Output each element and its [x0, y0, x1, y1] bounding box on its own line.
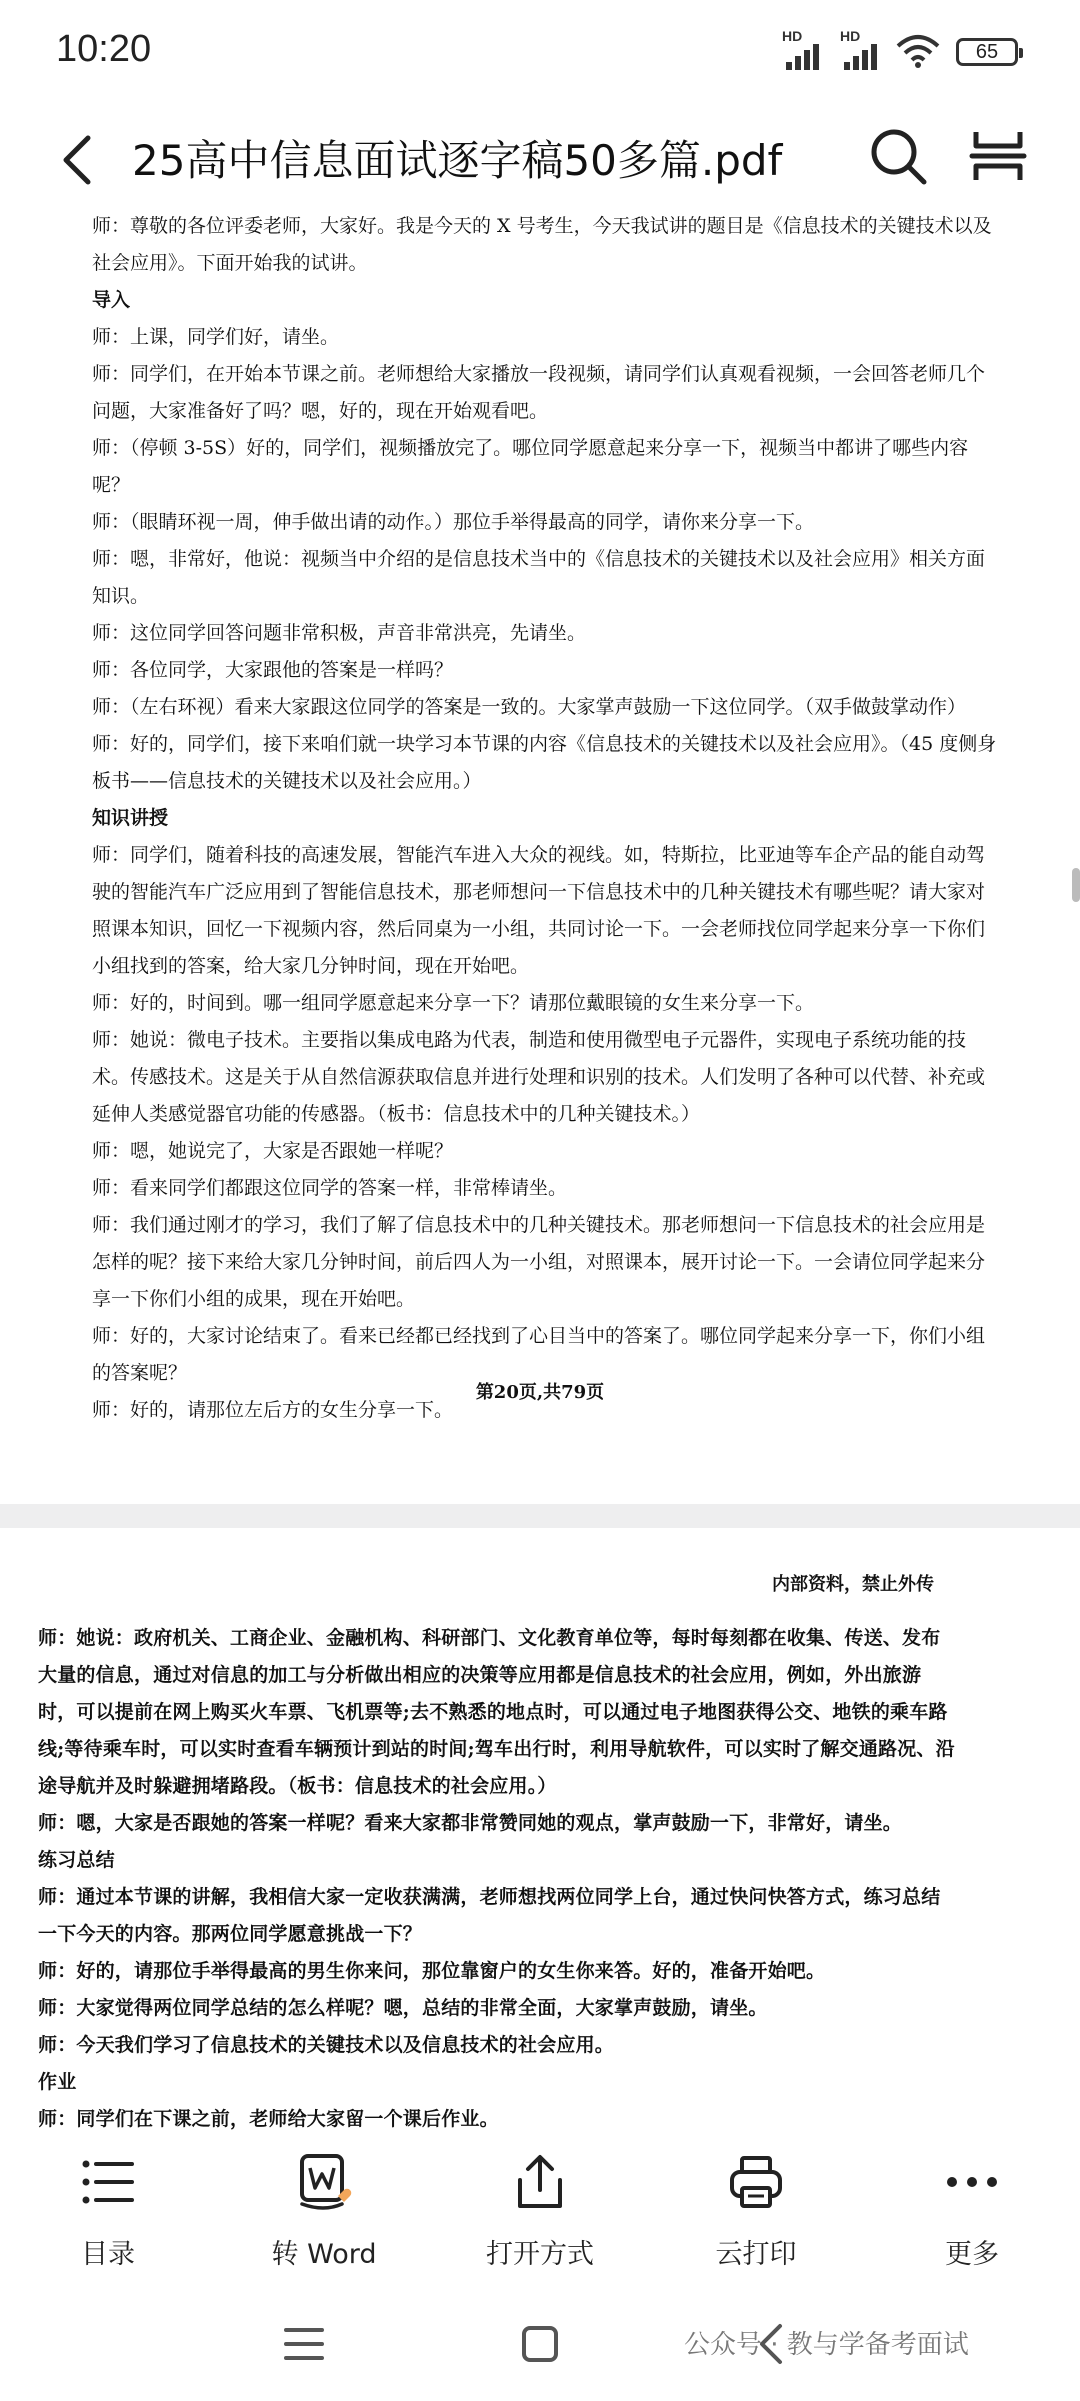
document-title: 25高中信息面试逐字稿50多篇.pdf	[132, 136, 783, 185]
page-footer: 第20页,共79页	[475, 1382, 605, 1403]
paragraph: 师：好的，时间到。哪一组同学愿意起来分享一下？请那位戴眼镜的女生来分享一下。	[92, 992, 815, 1014]
toolbar-label: 云打印	[715, 2239, 797, 2270]
paragraph: 师：同学们在下课之前，老师给大家留一个课后作业。	[38, 2108, 499, 2130]
paragraph: 师：好的，同学们，接下来咱们就一块学习本节课的内容《信息技术的关键技术以及社会应用》。（45 度侧身板书——信息技术的关键技术以及社会应用。）	[92, 733, 997, 792]
paragraph: 师：我们通过刚才的学习，我们了解了信息技术中的几种关键技术。那老师想问一下信息技术的社会应用是怎样的呢？接下来给大家几分钟时间，前后四人为一小组，对照课本，展开讨论一下。一会请位同学起来分享一下你们小组的成果，现在开始吧。	[92, 1214, 986, 1310]
watermark-text: 公众号 · 教与学备考面试	[684, 2330, 969, 2360]
share-icon	[510, 2152, 570, 2212]
paragraph: 师：好的，大家讨论结束了。看来已经都已经找到了心目当中的答案了。哪位同学起来分享一下，你们小组的答案呢？	[92, 1325, 986, 1384]
printer-icon	[726, 2152, 786, 2212]
section-heading: 练习总结	[38, 1849, 115, 1871]
paragraph: 师：同学们，随着科技的高速发展，智能汽车进入大众的视线。如，特斯拉，比亚迪等车企产品的能自动驾驶的智能汽车广泛应用到了智能信息技术，那老师想问一下信息技术中的几种关键技术有哪些呢？请大家对照课本知识，回忆一下视频内容，然后同桌为一小组，共同讨论一下。一会老师找位同学起来分享一下你们小组找到的答案，给大家几分钟时间，现在开始吧。	[92, 844, 986, 977]
paragraph: 师：同学们，在开始本节课之前。老师想给大家播放一段视频，请同学们认真观看视频，一会回答老师几个问题，大家准备好了吗？嗯，好的，现在开始观看吧。	[92, 363, 986, 422]
system-navbar	[0, 2280, 1080, 2401]
paragraph: 师：尊敬的各位评委老师，大家好。我是今天的 X 号考生，今天我试讲的题目是《信息技术的关键技术以及社会应用》。下面开始我的试讲。	[92, 215, 992, 274]
toolbar-label: 目录	[81, 2239, 135, 2270]
paragraph: 师：（停顿 3-5S）好的，同学们，视频播放完了。哪位同学愿意起来分享一下，视频当中都讲了哪些内容呢？	[92, 437, 969, 496]
paragraph: 师：她说：政府机关、工商企业、金融机构、科研部门、文化教育单位等，每时每刻都在收集、传送、发布大量的信息，通过对信息的加工与分析做出相应的决策等应用都是信息技术的社会应用，例如，外出旅游时，可以提前在网上购买火车票、飞机票等;去不熟悉的地点时，可以通过电子地图获得公交、地铁的乘车路线;等待乘车时，可以实时查看车辆预计到站的时间;驾车出行时，利用导航软件，可以实时了解交通路况、沿途导航并及时躲避拥堵路段。（板书：信息技术的社会应用。）	[38, 1627, 955, 1797]
paragraph: 师：（眼睛环视一周，伸手做出请的动作。）那位手举得最高的同学，请你来分享一下。	[92, 511, 815, 533]
paragraph: 师：好的，请那位手举得最高的男生你来问，那位靠窗户的女生你来答。好的，准备开始吧。	[38, 1960, 826, 1982]
toolbar-more-button[interactable]	[892, 2152, 1052, 2282]
paragraph: 师：大家觉得两位同学总结的怎么样呢？嗯，总结的非常全面，大家掌声鼓励，请坐。	[38, 1997, 768, 2019]
app-header	[0, 110, 1080, 210]
page-21-body	[38, 1620, 958, 2138]
wifi-icon	[895, 34, 941, 68]
section-heading: 作业	[38, 2071, 77, 2093]
paragraph: 师：各位同学，大家跟他的答案是一样吗？	[92, 659, 454, 681]
status-bar: 10:20 HD HD 65	[0, 0, 1080, 110]
toolbar-to-word-button[interactable]	[244, 2152, 404, 2282]
list-icon	[78, 2152, 138, 2212]
paragraph: 师：上课，同学们好，请坐。	[92, 326, 340, 348]
scrollbar-thumb[interactable]	[1072, 868, 1080, 902]
toolbar-contents-button[interactable]	[28, 2152, 188, 2282]
home-icon[interactable]	[510, 2314, 570, 2374]
toolbar-label: 更多	[945, 2239, 999, 2270]
pdf-viewer[interactable]	[0, 208, 1080, 2140]
toolbar-label: 打开方式	[486, 2239, 594, 2270]
section-heading: 导入	[92, 289, 131, 311]
paragraph: 师：通过本节课的讲解，我相信大家一定收获满满，老师想找两位同学上台，通过快问快答方式，练习总结一下今天的内容。那两位同学愿意挑战一下？	[38, 1886, 941, 1945]
status-time: 10:20	[56, 28, 152, 70]
pdf-page-21	[0, 1528, 1080, 2140]
page-layout-icon[interactable]	[968, 126, 1028, 186]
battery-indicator: 65	[956, 38, 1018, 66]
more-dots-icon	[942, 2152, 1002, 2212]
paragraph: 师：好的，请那位左后方的女生分享一下。	[92, 1399, 454, 1421]
paragraph: 师：她说：微电子技术。主要指以集成电路为代表，制造和使用微型电子元器件，实现电子系统功能的技术。传感技术。这是关于从自然信源获取信息并进行处理和识别的技术。人们发明了各种可以代替、补充或延伸人类感觉器官功能的传感器。（板书：信息技术中的几种关键技术。）	[92, 1029, 986, 1125]
page-header-note: 内部资料，禁止外传	[772, 1574, 934, 1595]
page-20-body	[92, 208, 998, 1429]
paragraph: 师：今天我们学习了信息技术的关键技术以及信息技术的社会应用。	[38, 2034, 615, 2056]
paragraph: 师：嗯，非常好，他说：视频当中介绍的是信息技术当中的《信息技术的关键技术以及社会应用》相关方面知识。	[92, 548, 986, 607]
section-heading: 知识讲授	[92, 807, 169, 829]
paragraph: 师：嗯，她说完了，大家是否跟她一样呢？	[92, 1140, 454, 1162]
toolbar-open-with-button[interactable]	[460, 2152, 620, 2282]
recents-icon[interactable]	[274, 2314, 334, 2374]
paragraph: 师：看来同学们都跟这位同学的答案一样，非常棒请坐。	[92, 1177, 568, 1199]
search-icon[interactable]	[866, 124, 930, 188]
toolbar-cloud-print-button[interactable]	[676, 2152, 836, 2282]
page-separator	[0, 1504, 1080, 1528]
paragraph: 师：这位同学回答问题非常积极，声音非常洪亮，先请坐。	[92, 622, 587, 644]
word-convert-icon	[294, 2152, 354, 2212]
bottom-toolbar	[0, 2140, 1080, 2280]
toolbar-label: 转 Word	[271, 2239, 377, 2270]
back-icon[interactable]	[52, 130, 112, 190]
pdf-page-20	[0, 208, 1080, 1510]
paragraph: 师：（左右环视）看来大家跟这位同学的答案是一致的。大家掌声鼓励一下这位同学。（双手做鼓掌动作）	[92, 696, 967, 718]
paragraph: 师：嗯，大家是否跟她的答案一样呢？看来大家都非常赞同她的观点，掌声鼓励一下，非常好，请坐。	[38, 1812, 903, 1834]
